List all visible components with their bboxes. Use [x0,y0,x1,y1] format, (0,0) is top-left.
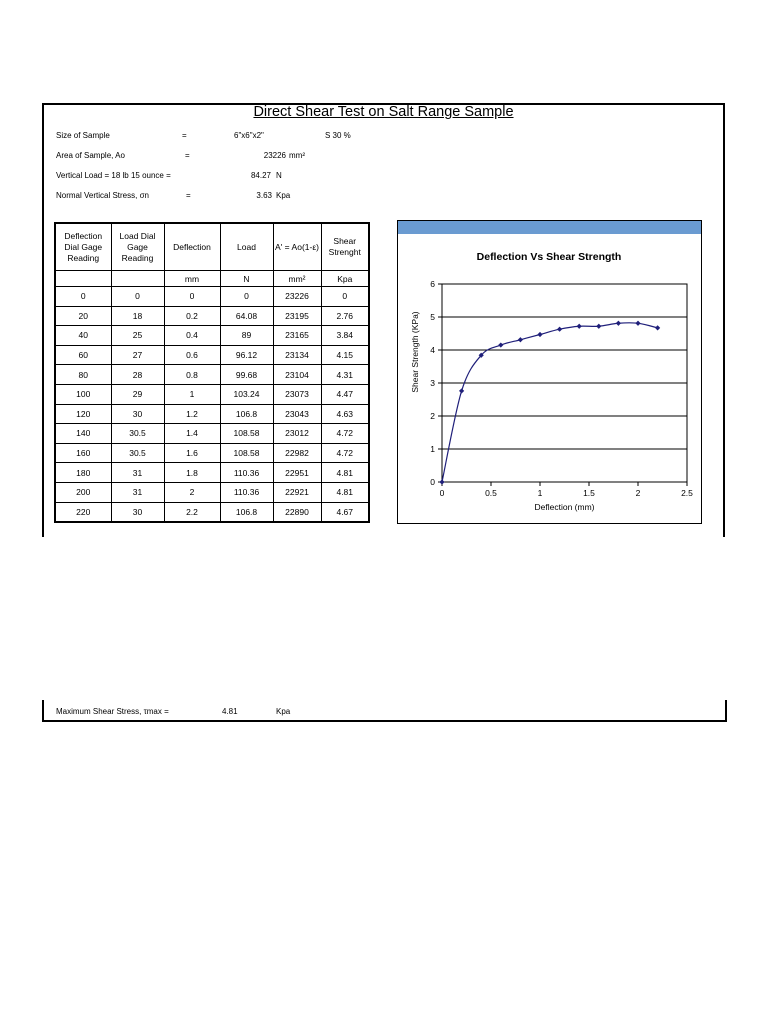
table-cell: 27 [111,345,164,365]
y-tick-label: 0 [430,477,435,487]
table-cell: 4.81 [321,482,369,502]
table-cell: 1.4 [164,424,220,444]
table-cell: 110.36 [220,482,273,502]
table-cell: 23012 [273,424,321,444]
table-cell: 18 [111,306,164,326]
table-cell: 108.58 [220,443,273,463]
table-row [55,424,369,444]
size-label: Size of Sample [56,131,110,140]
table-cell: 1.2 [164,404,220,424]
table-cell: 2.76 [321,306,369,326]
table-cell: 96.12 [220,345,273,365]
stress-unit: Kpa [276,191,291,200]
area-value: 23226 [263,151,286,160]
table-cell: 0 [321,287,369,307]
table-cell: 106.8 [220,502,273,522]
table-cell: 22890 [273,502,321,522]
table-cell: 28 [111,365,164,385]
x-tick-label: 1.5 [583,488,595,498]
area-label: Area of Sample, Ao [56,151,125,160]
frame-right-border [723,103,725,537]
table-cell: 23165 [273,326,321,346]
table-cell: 120 [55,404,111,424]
table-cell: 180 [55,463,111,483]
table-row [55,326,369,346]
table-cell: 0.6 [164,345,220,365]
stress-eq: = [186,191,191,200]
table-cell: 31 [111,482,164,502]
table-header-row [55,223,369,271]
table-cell: 103.24 [220,384,273,404]
max-shear-value: 4.81 [222,707,238,716]
area-eq: = [185,151,190,160]
table-cell: 106.8 [220,404,273,424]
x-tick-label: 1 [537,488,543,498]
header-deflection-dial: Deflection Dial Gage Reading [55,223,111,271]
page-title: Direct Shear Test on Salt Range Sample [253,104,514,120]
table-cell: 23226 [273,287,321,307]
unit-cell: N [220,271,273,287]
table-cell: 1.8 [164,463,220,483]
y-tick-label: 6 [430,279,435,289]
table-cell: 220 [55,502,111,522]
load-value: 84.27 [250,171,271,180]
sample-id: S 30 % [325,131,351,140]
table-cell: 200 [55,482,111,502]
table-cell: 23043 [273,404,321,424]
table-cell: 160 [55,443,111,463]
table-cell: 23104 [273,365,321,385]
table-cell: 0 [55,287,111,307]
table-cell: 3.84 [321,326,369,346]
table-cell: 4.72 [321,443,369,463]
table-cell: 99.68 [220,365,273,385]
table-cell: 4.81 [321,463,369,483]
table-cell: 4.47 [321,384,369,404]
table-cell: 4.31 [321,365,369,385]
table-cell: 20 [55,306,111,326]
x-tick-label: 0 [439,488,445,498]
table-cell: 30.5 [111,424,164,444]
chart-container [397,220,702,524]
unit-cell [111,271,164,287]
header-deflection: Deflection [164,223,220,271]
max-shear-label: Maximum Shear Stress, τmax = [56,707,169,716]
table-cell: 80 [55,365,111,385]
table-cell: 0.8 [164,365,220,385]
table-row [55,463,369,483]
table-cell: 31 [111,463,164,483]
table-cell: 0 [164,287,220,307]
stress-value: 3.63 [256,191,272,200]
table-cell: 2 [164,482,220,502]
header-shear-strength: Shear Strenght [321,223,369,271]
table-cell: 0 [220,287,273,307]
header-load: Load [220,223,273,271]
table-cell: 30 [111,502,164,522]
table-cell: 110.36 [220,463,273,483]
header-corrected-area: A' = Ao(1-ε) [273,223,321,271]
unit-cell: mm² [273,271,321,287]
table-cell: 40 [55,326,111,346]
table-cell: 23073 [273,384,321,404]
table-row [55,306,369,326]
table-cell: 30.5 [111,443,164,463]
table-cell: 4.63 [321,404,369,424]
y-tick-label: 5 [430,312,435,322]
table-cell: 108.58 [220,424,273,444]
unit-cell: Kpa [321,271,369,287]
table-cell: 22951 [273,463,321,483]
table-cell: 1 [164,384,220,404]
y-tick-label: 1 [430,444,435,454]
x-tick-label: 2 [635,488,641,498]
y-tick-label: 2 [430,411,435,421]
max-shear-unit: Kpa [276,707,291,716]
table-cell: 64.08 [220,306,273,326]
table-row [55,365,369,385]
load-unit: N [276,171,282,180]
chart-title: Deflection Vs Shear Strength [476,251,622,263]
table-cell: 89 [220,326,273,346]
table-row [55,443,369,463]
table-row [55,287,369,307]
header-load-dial: Load Dial Gage Reading [111,223,164,271]
table-cell: 4.15 [321,345,369,365]
table-cell: 23134 [273,345,321,365]
table-cell: 30 [111,404,164,424]
table-row [55,404,369,424]
unit-cell: mm [164,271,220,287]
size-value: 6"x6"x2" [234,131,264,140]
table-cell: 100 [55,384,111,404]
table-cell: 0.4 [164,326,220,346]
y-tick-label: 3 [430,378,435,388]
stress-label: Normal Vertical Stress, σn [56,191,149,200]
table-cell: 60 [55,345,111,365]
x-axis-label: Deflection (mm) [534,502,595,512]
table-unit-row [55,271,369,287]
table-cell: 22982 [273,443,321,463]
unit-cell [55,271,111,287]
table-row [55,384,369,404]
table-row [55,482,369,502]
table-cell: 29 [111,384,164,404]
y-tick-label: 4 [430,345,435,355]
x-tick-label: 2.5 [681,488,693,498]
table-cell: 25 [111,326,164,346]
x-tick-label: 0.5 [485,488,497,498]
table-cell: 1.6 [164,443,220,463]
table-cell: 0 [111,287,164,307]
frame-left-border [42,103,44,537]
table-cell: 23195 [273,306,321,326]
table-cell: 4.72 [321,424,369,444]
table-cell: 140 [55,424,111,444]
deflection-shear-chart [398,221,701,523]
table-cell: 0.2 [164,306,220,326]
shear-test-table [54,222,370,523]
load-label: Vertical Load = 18 lb 15 ounce = [56,171,171,180]
table-cell: 22921 [273,482,321,502]
table-row [55,345,369,365]
y-axis-label: Shear Strength (KPa) [410,311,420,393]
table-row [55,502,369,522]
area-unit: mm² [289,151,305,160]
table-cell: 4.67 [321,502,369,522]
table-cell: 2.2 [164,502,220,522]
size-eq: = [182,131,187,140]
table-body [55,287,369,523]
